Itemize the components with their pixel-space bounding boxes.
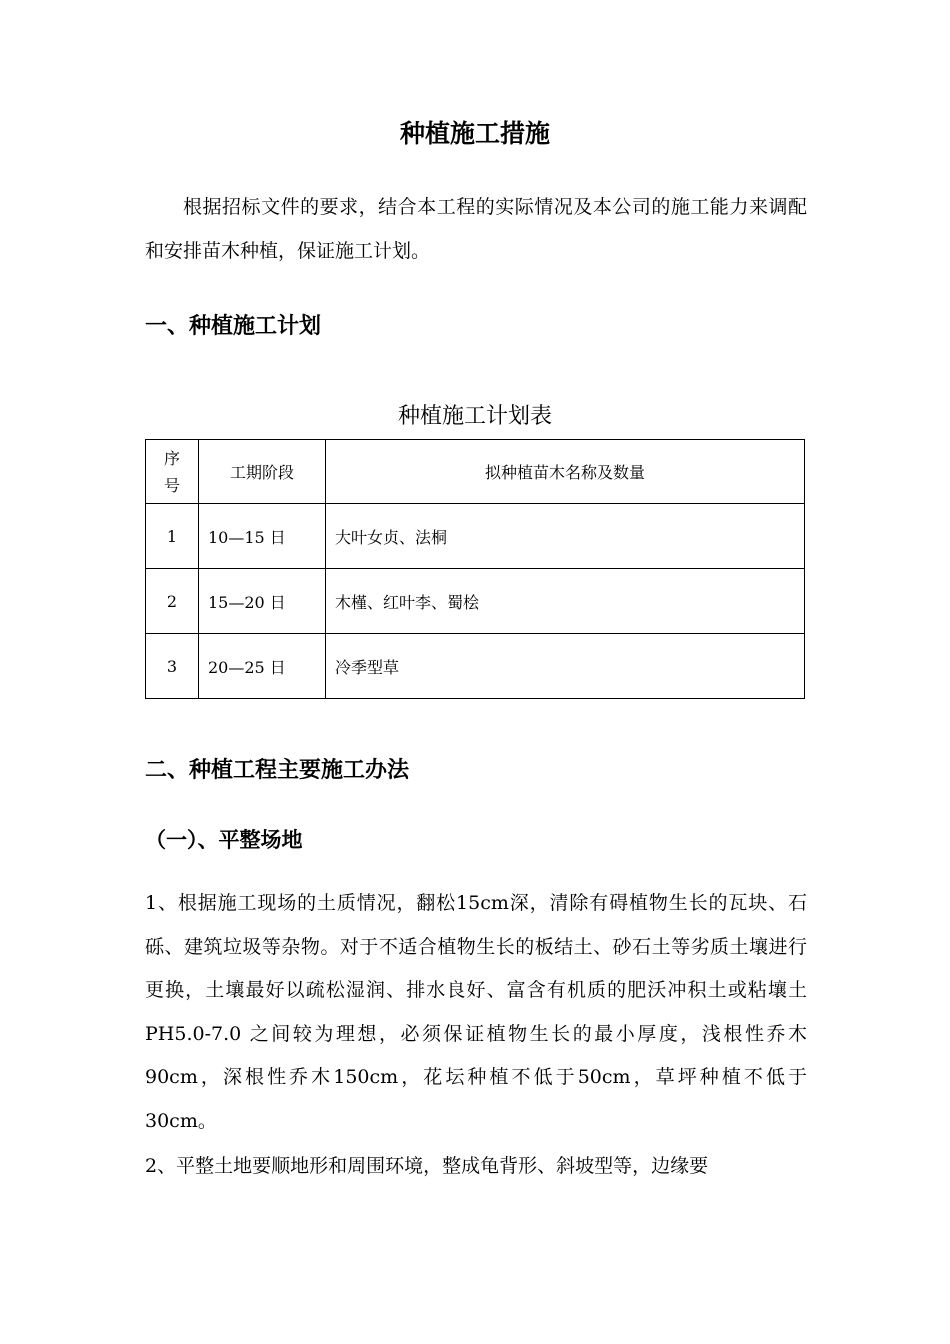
row-plants: 木槿、红叶李、蜀桧	[326, 569, 805, 634]
table-header-row	[146, 440, 805, 504]
row-plants: 大叶女贞、法桐	[326, 504, 805, 569]
row-period: 10—15 日	[199, 504, 326, 569]
section-1-heading: 一、种植施工计划	[145, 313, 322, 339]
subsection-1-heading: （一）、平整场地	[145, 827, 303, 852]
row-period: 15—20 日	[199, 569, 326, 634]
table-caption: 种植施工计划表	[397, 404, 552, 429]
row-no: 1	[146, 504, 199, 569]
table-row	[146, 634, 805, 699]
row-period: 20—25 日	[199, 634, 326, 699]
row-no: 2	[146, 569, 199, 634]
header-no-line1: 序	[163, 448, 180, 468]
body-paragraph-2: 2、平整土地要顺地形和周围环境，整成龟背形、斜坡型等，边缘要	[145, 1155, 709, 1177]
intro-paragraph: 根据招标文件的要求，结合本工程的实际情况及本公司的施工能力来调配和安排苗木种植，保证施工计划。	[145, 196, 807, 262]
header-no	[146, 440, 199, 504]
table-row	[146, 504, 805, 569]
body-paragraph-1: 1、根据施工现场的土质情况，翻松15cm深，清除有碍植物生长的瓦块、石砾、建筑垃圾等杂物。对于不适合植物生长的板结土、砂石土等劣质土壤进行更换，土壤最好以疏松湿润、排水良好、富含有机质的肥沃冲积土或粘壤土 PH5.0-7.0 之间较为理想，必须保证植物生长的最小厚度，浅根性乔木90cm，深根性乔木150cm，花坛种植不低于50cm，草坪种植不低于 30cm。	[145, 892, 807, 1132]
row-no: 3	[146, 634, 199, 699]
section-2-heading: 二、种植工程主要施工办法	[145, 757, 410, 783]
header-plants: 拟种植苗木名称及数量	[326, 440, 805, 504]
header-no-line2: 号	[163, 475, 180, 495]
document-title: 种植施工措施	[399, 119, 550, 148]
planting-plan-table	[145, 439, 805, 699]
row-plants: 冷季型草	[326, 634, 805, 699]
table-row	[146, 569, 805, 634]
header-period: 工期阶段	[199, 440, 326, 504]
